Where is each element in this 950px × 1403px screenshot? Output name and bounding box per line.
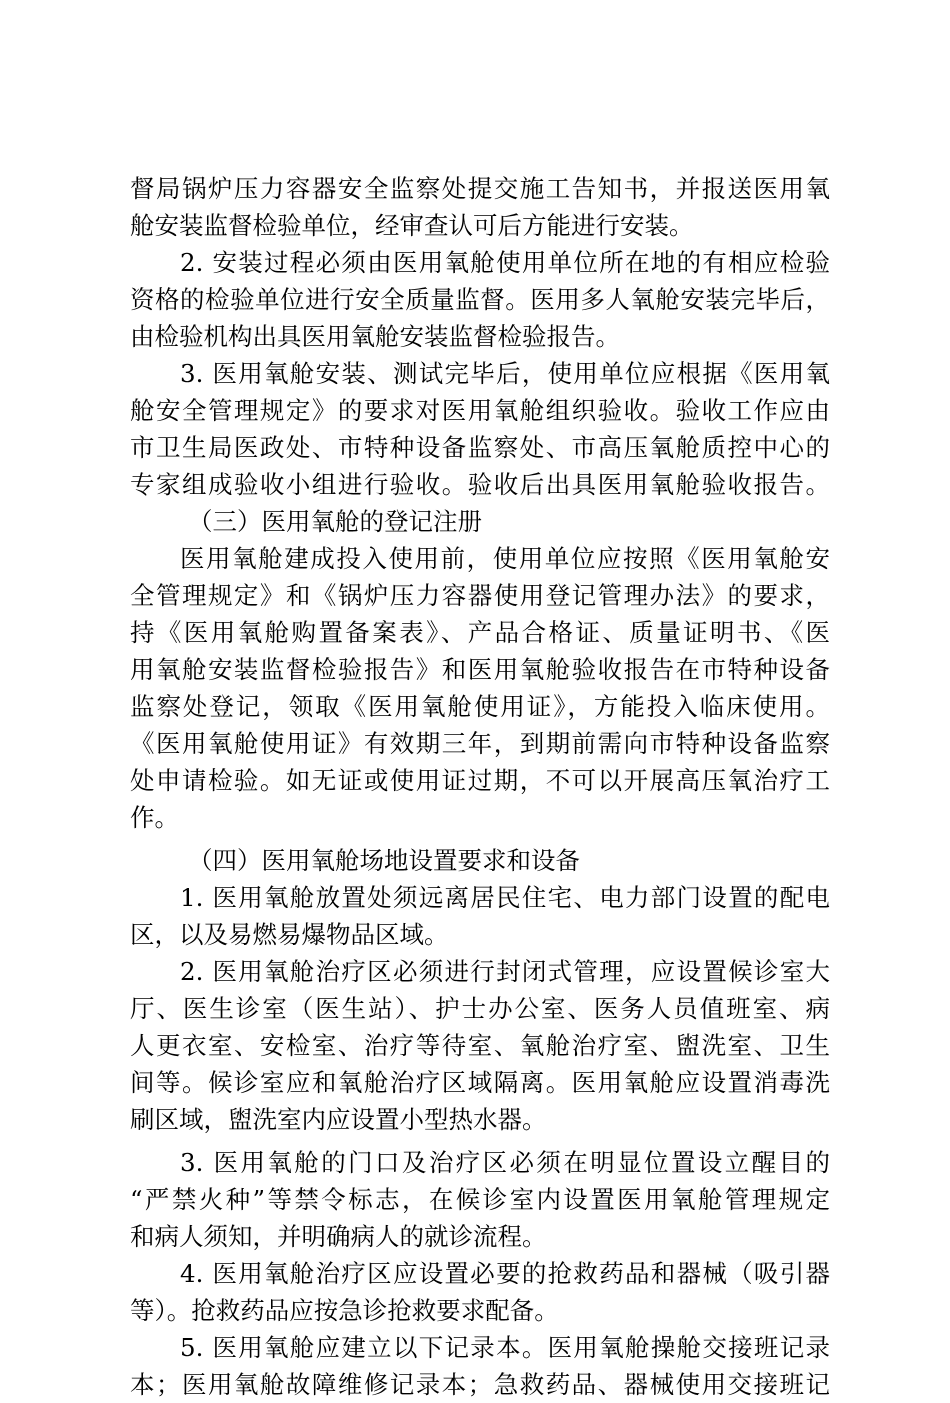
text-line: 市卫生局医政处、市特种设备监察处、市高压氧舱质控中心的 bbox=[130, 433, 830, 462]
paragraph-start: 2. 医用氧舱治疗区必须进行封闭式管理，应设置候诊室大 bbox=[180, 957, 830, 986]
text-line: 和病人须知，并明确病人的就诊流程。 bbox=[130, 1222, 547, 1251]
text-line: 督局锅炉压力容器安全监察处提交施工告知书，并报送医用氧 bbox=[130, 174, 830, 203]
text-line: 由检验机构出具医用氧舱安装监督检验报告。 bbox=[130, 322, 620, 351]
paragraph-start: 3. 医用氧舱安装、测试完毕后，使用单位应根据《医用氧 bbox=[180, 359, 830, 388]
paragraph-start: 医用氧舱建成投入使用前，使用单位应按照《医用氧舱安 bbox=[180, 544, 830, 573]
text-line: 区，以及易燃易爆物品区域。 bbox=[130, 920, 449, 949]
text-line: 本；医用氧舱故障维修记录本；急救药品、器械使用交接班记 bbox=[130, 1370, 830, 1399]
text-line: 舱安全管理规定》的要求对医用氧舱组织验收。验收工作应由 bbox=[130, 396, 830, 425]
paragraph-start: 1. 医用氧舱放置处须远离居民住宅、电力部门设置的配电 bbox=[180, 883, 830, 912]
text-line: 处申请检验。如无证或使用证过期，不可以开展高压氧治疗工 bbox=[130, 766, 830, 795]
paragraph-start: 4. 医用氧舱治疗区应设置必要的抢救药品和器械（吸引器 bbox=[180, 1259, 830, 1288]
paragraph-start: 2. 安装过程必须由医用氧舱使用单位所在地的有相应检验 bbox=[180, 248, 830, 277]
section-heading: （四）医用氧舱场地设置要求和设备 bbox=[188, 846, 580, 875]
text-line: 舱安装监督检验单位，经审查认可后方能进行安装。 bbox=[130, 211, 694, 240]
text-line: 专家组成验收小组进行验收。验收后出具医用氧舱验收报告。 bbox=[130, 470, 830, 499]
text-line: 人更衣室、安检室、治疗等待室、氧舱治疗室、盥洗室、卫生 bbox=[130, 1031, 830, 1060]
text-line: “严禁火种”等禁令标志，在候诊室内设置医用氧舱管理规定 bbox=[130, 1185, 830, 1214]
text-line: 刷区域，盥洗室内应设置小型热水器。 bbox=[130, 1105, 547, 1134]
text-line: 监察处登记，领取《医用氧舱使用证》，方能投入临床使用。 bbox=[130, 692, 830, 721]
text-line: 间等。候诊室应和氧舱治疗区域隔离。医用氧舱应设置消毒洗 bbox=[130, 1068, 830, 1097]
text-line: 用氧舱安装监督检验报告》和医用氧舱验收报告在市特种设备 bbox=[130, 655, 830, 684]
paragraph-start: 5. 医用氧舱应建立以下记录本。医用氧舱操舱交接班记录 bbox=[180, 1333, 830, 1362]
section-heading: （三）医用氧舱的登记注册 bbox=[188, 507, 482, 536]
text-line: 资格的检验单位进行安全质量监督。医用多人氧舱安装完毕后， bbox=[130, 285, 830, 314]
paragraph-start: 3. 医用氧舱的门口及治疗区必须在明显位置设立醒目的 bbox=[180, 1148, 830, 1177]
text-line: 作。 bbox=[130, 803, 179, 832]
document-page bbox=[130, 170, 830, 1403]
text-line: 持《医用氧舱购置备案表》、产品合格证、质量证明书、《医 bbox=[130, 618, 830, 647]
text-line: 《医用氧舱使用证》有效期三年，到期前需向市特种设备监察 bbox=[130, 729, 830, 758]
text-line: 等）。抢救药品应按急诊抢救要求配备。 bbox=[130, 1296, 559, 1325]
text-line: 厅、医生诊室（医生站）、护士办公室、医务人员值班室、病 bbox=[130, 994, 830, 1023]
text-line: 全管理规定》和《锅炉压力容器使用登记管理办法》的要求， bbox=[130, 581, 830, 610]
